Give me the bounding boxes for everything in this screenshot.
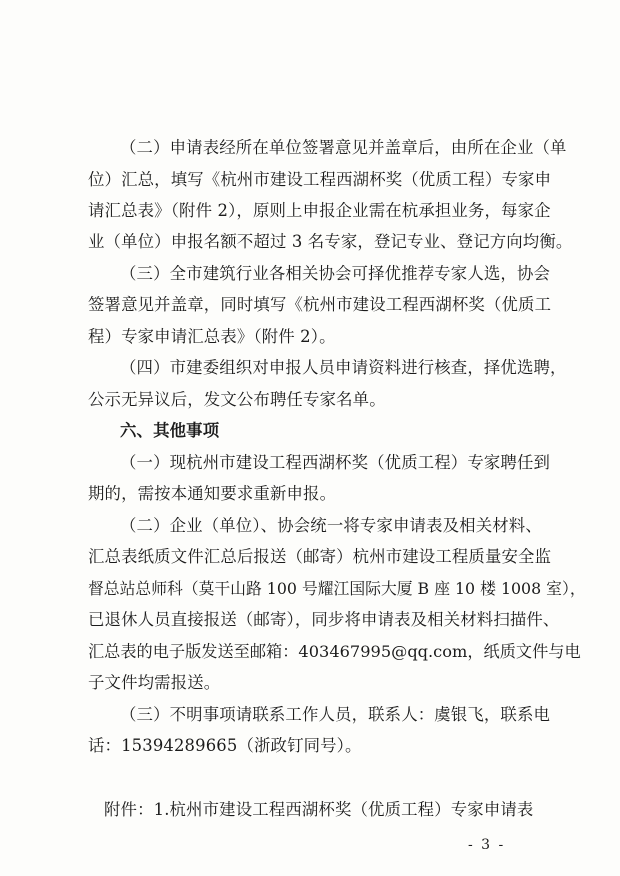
paragraph-4-line-2: 公示无异议后，发文公布聘任专家名单。 <box>88 390 386 409</box>
page-number: - 3 - <box>468 837 506 853</box>
item-2-line-5: 汇总表的电子版发送至邮箱：403467995@qq.com，纸质文件与电 <box>88 642 581 661</box>
attachment-line: 附件：1.杭州市建设工程西湖杯奖（优质工程）专家申请表 <box>104 800 534 819</box>
paragraph-2-line-3: 请汇总表》（附件 2），原则上申报企业需在杭承担业务，每家企 <box>88 201 551 220</box>
item-2-line-2: 汇总表纸质文件汇总后报送（邮寄）杭州市建设工程质量安全监 <box>88 547 552 566</box>
item-1-line-1: （一）现杭州市建设工程西湖杯奖（优质工程）专家聘任到 <box>120 453 551 472</box>
paragraph-2-line-4: 业（单位）申报名额不超过 3 名专家，登记专业、登记方向均衡。 <box>88 232 573 251</box>
paragraph-3-line-2: 签署意见并盖章，同时填写《杭州市建设工程西湖杯奖（优质工 <box>88 295 552 314</box>
item-2-line-4: 已退休人员直接报送（邮寄），同步将申请表及相关材料扫描件、 <box>88 610 560 629</box>
item-3-line-1: （三）不明事项请联系工作人员，联系人：虞银飞，联系电 <box>120 705 551 724</box>
item-3-line-2: 话：15394289665（浙政钉同号）。 <box>88 736 362 755</box>
item-1-line-2: 期的，需按本通知要求重新申报。 <box>88 484 337 503</box>
paragraph-2-line-1: （二）申请表经所在单位签署意见并盖章后，由所在企业（单 <box>120 138 567 157</box>
item-2-line-6: 子文件均需报送。 <box>88 673 221 692</box>
item-2-line-3: 督总站总师科（莫干山路 100 号耀江国际大厦 B 座 10 楼 1008 室）， <box>88 579 586 598</box>
paragraph-4-line-1: （四）市建委组织对申报人员申请资料进行核查，择优选聘， <box>120 358 567 377</box>
paragraph-3-line-1: （三）全市建筑行业各相关协会可择优推荐专家人选，协会 <box>120 264 551 283</box>
paragraph-2-line-2: 位）汇总，填写《杭州市建设工程西湖杯奖（优质工程）专家申 <box>88 170 552 189</box>
section-heading-other-matters: 六、其他事项 <box>120 421 220 440</box>
item-2-line-1: （二）企业（单位）、协会统一将专家申请表及相关材料、 <box>120 516 542 535</box>
paragraph-3-line-3: 程）专家申请汇总表》（附件 2）。 <box>88 327 336 346</box>
